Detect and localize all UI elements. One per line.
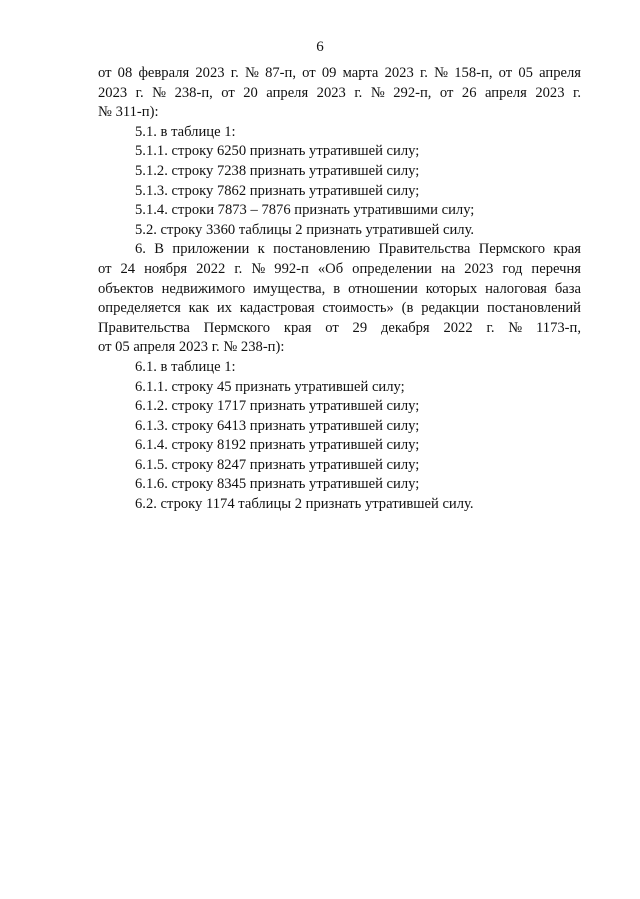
document-line: № 311-п): <box>98 104 159 121</box>
document-line: от 08 февраля 2023 г. № 87-п, от 09 марта 2023 г. № 158-п, от 05 апреля <box>98 65 581 81</box>
document-body <box>98 64 581 515</box>
document-line: 6.1.6. строку 8345 признать утратившей силу; <box>135 476 420 493</box>
page-number: 6 <box>316 39 324 55</box>
document-line: 6. В приложении к постановлению Правительства Пермского края <box>135 241 581 258</box>
document-line: 5.1.3. строку 7862 признать утратившей силу; <box>135 182 420 199</box>
document-line: 6.1.2. строку 1717 признать утратившей силу; <box>135 398 420 415</box>
document-line: 5.1.2. строку 7238 признать утратившей силу; <box>135 162 420 179</box>
document-line: объектов недвижимого имущества, в отношении которых налоговая база <box>98 280 581 297</box>
document-line: 5.2. строку 3360 таблицы 2 признать утратившей силу. <box>135 221 475 238</box>
document-line: 5.1.4. строки 7873 – 7876 признать утратившими силу; <box>135 202 475 219</box>
document-line: от 05 апреля 2023 г. № 238-п): <box>98 339 285 356</box>
document-line: от 24 ноября 2022 г. № 992-п «Об определении на 2023 год перечня <box>98 260 581 277</box>
document-line: 6.2. строку 1174 таблицы 2 признать утратившей силу. <box>135 496 474 513</box>
document-line: 6.1.3. строку 6413 признать утратившей силу; <box>135 417 420 434</box>
document-line: 6.1. в таблице 1: <box>135 358 236 375</box>
document-line: 5.1. в таблице 1: <box>135 123 236 140</box>
document-line: 5.1.1. строку 6250 признать утратившей силу; <box>135 143 420 160</box>
document-line: 6.1.5. строку 8247 признать утратившей силу; <box>135 456 420 473</box>
document-line: 6.1.1. строку 45 признать утратившей силу; <box>135 378 405 395</box>
document-line: определяется как их кадастровая стоимость» (в редакции постановлений <box>98 300 581 317</box>
document-line: 2023 г. № 238-п, от 20 апреля 2023 г. № 292-п, от 26 апреля 2023 г. <box>98 84 581 101</box>
document-line: 6.1.4. строку 8192 признать утратившей силу; <box>135 437 420 454</box>
document-line: Правительства Пермского края от 29 декабря 2022 г. № 1173-п, <box>98 319 581 336</box>
